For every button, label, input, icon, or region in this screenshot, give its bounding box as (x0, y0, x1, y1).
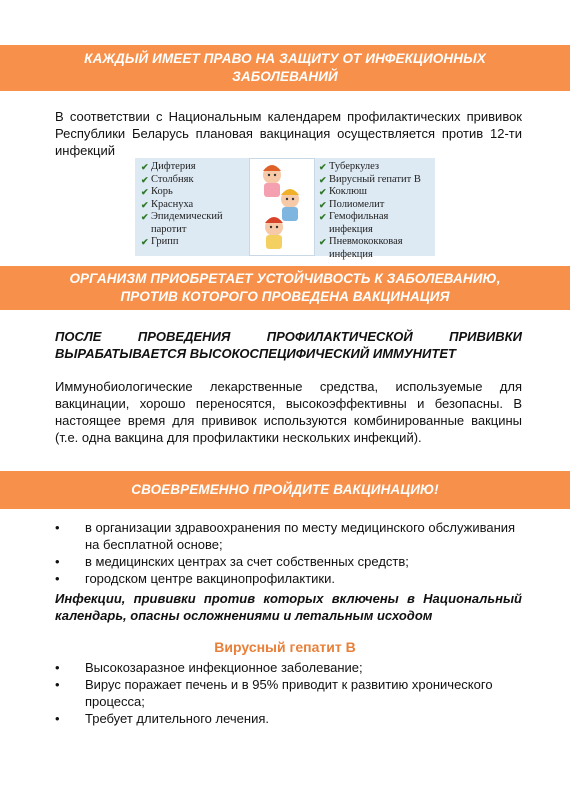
bullet: • (55, 554, 60, 569)
hepatitis-points-list (55, 659, 522, 727)
list-item: ✔ Краснуха (141, 198, 194, 210)
list-item: ✔ Туберкулез (319, 161, 380, 172)
immunity-heading: ПОСЛЕ ПРОВЕДЕНИЯ ПРОФИЛАКТИЧЕСКОЙ ПРИВИВКИ ВЫРАБАТЫВАЕТСЯ ВЫСОКОСПЕЦИФИЧЕСКИЙ ИММУНИТЕТ (55, 329, 522, 361)
banner-line: ОРГАНИЗМ ПРИОБРЕТАЕТ УСТОЙЧИВОСТЬ К ЗАБОЛЕВАНИЮ, (69, 271, 501, 286)
check-icon: ✔ (319, 212, 327, 222)
list-item: ✔ Столбняк (141, 173, 194, 185)
list-item: ✔ Пневмококковая инфекция (319, 236, 403, 260)
list-item: ✔ Корь (141, 186, 173, 197)
banner-line: КАЖДЫЙ ИМЕЕТ ПРАВО НА ЗАЩИТУ ОТ ИНФЕКЦИОННЫХ (84, 51, 486, 66)
check-icon: ✔ (141, 174, 149, 185)
check-icon: ✔ (141, 187, 149, 197)
bullet: • (55, 571, 60, 586)
children-illustration (249, 158, 315, 256)
banner-line: СВОЕВРЕМЕННО ПРОЙДИТЕ ВАКЦИНАЦИЮ! (131, 482, 439, 497)
list-item: ✔ Эпидемический паротит (141, 211, 223, 235)
check-icon: ✔ (141, 212, 149, 222)
check-icon: ✔ (141, 162, 149, 172)
infections-left-list (141, 161, 249, 249)
list-item: ✔ Гемофильная инфекция (319, 211, 389, 235)
bullet: • (55, 660, 60, 675)
bullet: • (55, 677, 60, 692)
check-icon: ✔ (319, 199, 327, 210)
check-icon: ✔ (319, 162, 327, 172)
banner-line: ПРОТИВ КОТОРОГО ПРОВЕДЕНА ВАКЦИНАЦИЯ (120, 289, 450, 304)
check-icon: ✔ (319, 187, 327, 197)
infections-box (135, 158, 435, 260)
bullet: • (55, 520, 60, 535)
banner-get-vaccinated (0, 471, 570, 509)
infections-right-list (319, 161, 433, 261)
list-item: ✔ Вирусный гепатит В (319, 173, 421, 185)
danger-note: Инфекции, прививки против которых включены в Национальный календарь, опасны осложнениями и летальным исходом (55, 591, 522, 623)
list-item: • Вирус поражает печень и в 95% приводит к развитию хронического процесса; (55, 677, 493, 709)
bullet: • (55, 711, 60, 726)
children-icon (250, 159, 314, 255)
check-icon: ✔ (141, 199, 149, 210)
check-icon: ✔ (141, 237, 149, 247)
check-icon: ✔ (319, 237, 327, 247)
immunity-paragraph: Иммунобиологические лекарственные средства, используемые для вакцинации, хорошо переносятся, высокоэффективны и безопасны. В настоящее время для прививок используются комбинированные вакцины (т.е. одна вакцина для профилактики нескольких инфекций). (55, 379, 522, 445)
banner-immunity (0, 266, 570, 310)
vaccination-places-list (55, 519, 522, 587)
list-item: ✔ Грипп (141, 236, 179, 247)
list-item: • Требует длительного лечения. (55, 711, 269, 726)
banner-right-to-protection (0, 45, 570, 91)
banner-line: ЗАБОЛЕВАНИЙ (232, 69, 338, 84)
list-item: • Высокозаразное инфекционное заболевание; (55, 660, 363, 675)
list-item: • в медицинских центрах за счет собственных средств; (55, 554, 409, 569)
list-item: • в организации здравоохранения по месту медицинского обслуживания на бесплатной основе; (55, 520, 516, 552)
intro-paragraph: В соответствии с Национальным календарем профилактических прививок Республики Беларусь плановая вакцинация осуществляется против 12-ти инфекций (55, 109, 522, 158)
hepatitis-title: Вирусный гепатит В (214, 639, 356, 655)
list-item: • городском центре вакцинопрофилактики. (55, 571, 335, 586)
list-item: ✔ Дифтерия (141, 161, 196, 172)
list-item: ✔ Полиомелит (319, 198, 385, 210)
check-icon: ✔ (319, 174, 327, 185)
list-item: ✔ Коклюш (319, 186, 368, 197)
